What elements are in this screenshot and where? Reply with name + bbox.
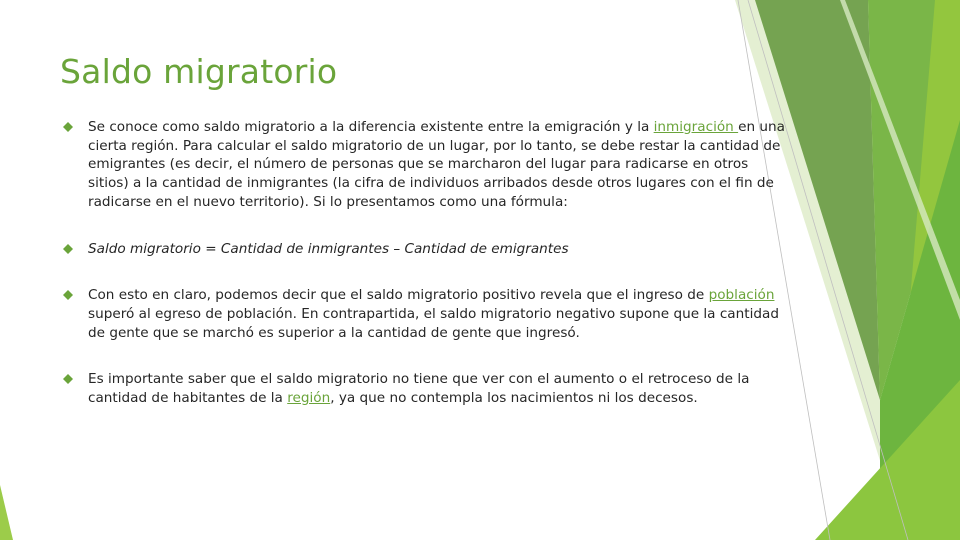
link-inmigracion[interactable]: inmigración <box>653 119 739 135</box>
formula-text: Saldo migratorio = Cantidad de inmigrantes – Cantidad de emigrantes <box>88 240 569 257</box>
diamond-bullet-icon <box>63 122 73 132</box>
diamond-bullet-icon <box>63 290 73 300</box>
slide-title: Saldo migratorio <box>60 52 338 91</box>
bullet-text: , ya que no contempla los nacimientos ni los decesos. <box>330 390 698 407</box>
diamond-bullet-icon <box>63 374 73 384</box>
diamond-bullet-icon <box>63 244 73 254</box>
bullet-text: Se conoce como saldo migratorio a la diferencia existente entre la emigración y la <box>88 119 654 135</box>
link-poblacion[interactable]: población <box>708 287 775 304</box>
bullet-text: en una cierta región. Para calcular el saldo migratorio de un lugar, por lo tanto, se debe restar la cantidad de emigrantes (es decir, el número de personas que se marcharon del lugar para radicarse en otros sitios) a la cantidad de inmigrantes (la cifra de individuos arribados desde otros lugares con el fin de radicarse en el nuevo territorio). Si lo presentamos como una fórmula: <box>88 119 785 210</box>
bullet-item <box>62 286 790 342</box>
bullet-text: Es importante saber que el saldo migratorio no tiene que ver con el aumento o el retroceso de la cantidad de habitantes de la <box>88 371 750 407</box>
bullet-item <box>62 370 790 407</box>
bullet-item-formula <box>62 240 790 259</box>
bullet-text: superó al egreso de población. En contrapartida, el saldo migratorio negativo supone que la cantidad de gente que se marchó es superior a la cantidad de gente que ingresó. <box>88 305 779 341</box>
bullet-text: Con esto en claro, podemos decir que el saldo migratorio positivo revela que el ingreso de <box>88 287 709 304</box>
bullet-list <box>62 118 790 408</box>
link-region[interactable]: región <box>287 390 331 407</box>
bullet-item <box>62 118 790 212</box>
